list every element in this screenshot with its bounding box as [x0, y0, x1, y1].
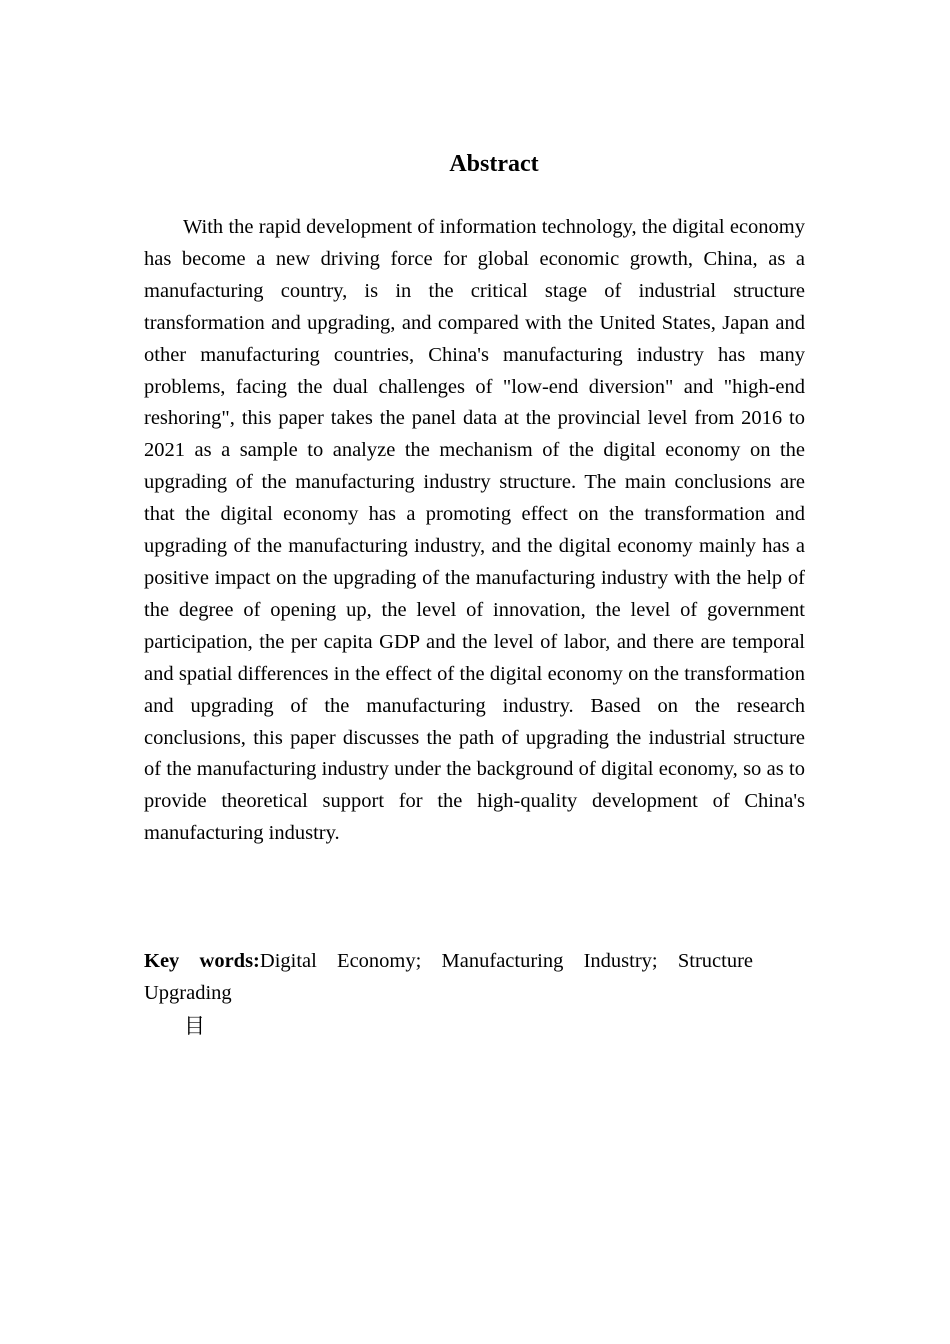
- keywords-label: Key words:: [144, 950, 260, 972]
- keywords-line: [144, 946, 753, 1010]
- toc-heading-fragment: 目: [184, 1014, 205, 1038]
- abstract-title: Abstract: [449, 151, 539, 177]
- abstract-body: With the rapid development of information technology, the digital economy has become a new driving force for global economic growth, China, as a manufacturing country, is in the critical stage of industrial structure transformation and upgrading, and compared with the United States, Japan and other manufacturing countries, China's manufacturing industry has many problems, facing the dual challenges of "low-end diversion" and "high-end reshoring", this paper takes the panel data at the provincial level from 2016 to 2021 as a sample to analyze the mechanism of the digital economy on the upgrading of the manufacturing industry structure. The main conclusions are that the digital economy has a promoting effect on the transformation and upgrading of the manufacturing industry, and the digital economy mainly has a positive impact on the upgrading of the manufacturing industry with the help of the degree of opening up, the level of innovation, the level of government participation, the per capita GDP and the level of labor, and there are temporal and spatial differences in the effect of the digital economy on the transformation and upgrading of the manufacturing industry. Based on the research conclusions, this paper discusses the path of upgrading the industrial structure of the manufacturing industry under the background of digital economy, so as to provide theoretical support for the high-quality development of China's manufacturing industry.: [144, 216, 805, 845]
- keywords-text: Digital Economy; Manufacturing Industry; Structure Upgrading: [144, 950, 753, 1004]
